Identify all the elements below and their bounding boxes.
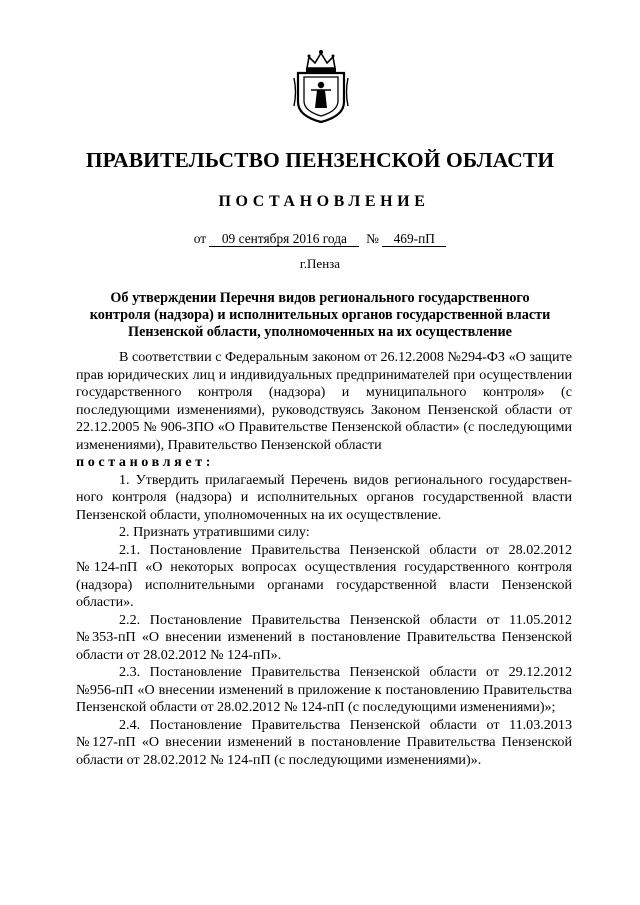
date-number-line [0, 231, 640, 247]
item-2-4: 2.4. Постановление Правительства Пензенской области от 11.03.2013 №127-пП «О внесении изменений в постановление Правительства Пензенской области от 28.02.2012 № 124-пП (с последующими изменениями)». [76, 716, 572, 768]
item-2-2: 2.2. Постановление Правительства Пензенской области от 11.05.2012 №353-пП «О внесении изменений в постановление Правительства Пензенской области от 28.02.2012 № 124-пП». [76, 611, 572, 663]
government-name: ПРАВИТЕЛЬСТВО ПЕНЗЕНСКОЙ ОБЛАСТИ [85, 148, 555, 172]
decree-date: 09 сентября 2016 года [209, 231, 359, 247]
item-2-1: 2.1. Постановление Правительства Пензенской области от 28.02.2012 №124-пП «О некоторых вопросах осуществления государственного контроля (надзора) исполнительными органами государственной власти Пензенской области». [76, 541, 572, 610]
item-2-3: 2.3. Постановление Правительства Пензенской области от 29.12.2012 №956-пП «О внесении изменений в приложение к постановлению Правительства Пензенской области от 28.02.2012 № 124-пП (с последующими изменениями)»; [76, 664, 572, 715]
item-2: 2. Признать утратившими силу: [119, 524, 310, 540]
document-title: Об утверждении Перечня видов регионального государственного контроля (надзора) и исполнительных органов государственной власти Пензенской области, уполномоченных на их осуществление [89, 290, 551, 340]
document-type: ПОСТАНОВЛЕНИЕ [218, 193, 430, 210]
item-1: 1. Утвердить прилагаемый Перечень видов регионального государственного контроля (надзора) и исполнительных органов государственной власти Пензенской области, уполномоченных на их осуществление. [76, 471, 572, 523]
date-prefix: от [193, 231, 207, 246]
decree-number: 469-пП [382, 231, 446, 247]
resolves-keyword: постановляет: [76, 454, 215, 470]
city: г.Пенза [299, 256, 341, 271]
coat-of-arms-icon [293, 48, 349, 124]
preamble: В соответствии с Федеральным законом от 26.12.2008 №294-ФЗ «О защите прав юридических лиц и индивидуальных предпринимателей при осуществлении государственного контроля (надзора) и муниципального контроля» (с последующими изменениями), руководствуясь Законом Пензенской области от 22.12.2005 № 906-ЗПО «О Правительстве Пензенской области» (с последующими изменениями), Правительство Пензенской области [76, 349, 572, 453]
document-body [76, 349, 572, 769]
number-prefix: № [366, 231, 379, 246]
